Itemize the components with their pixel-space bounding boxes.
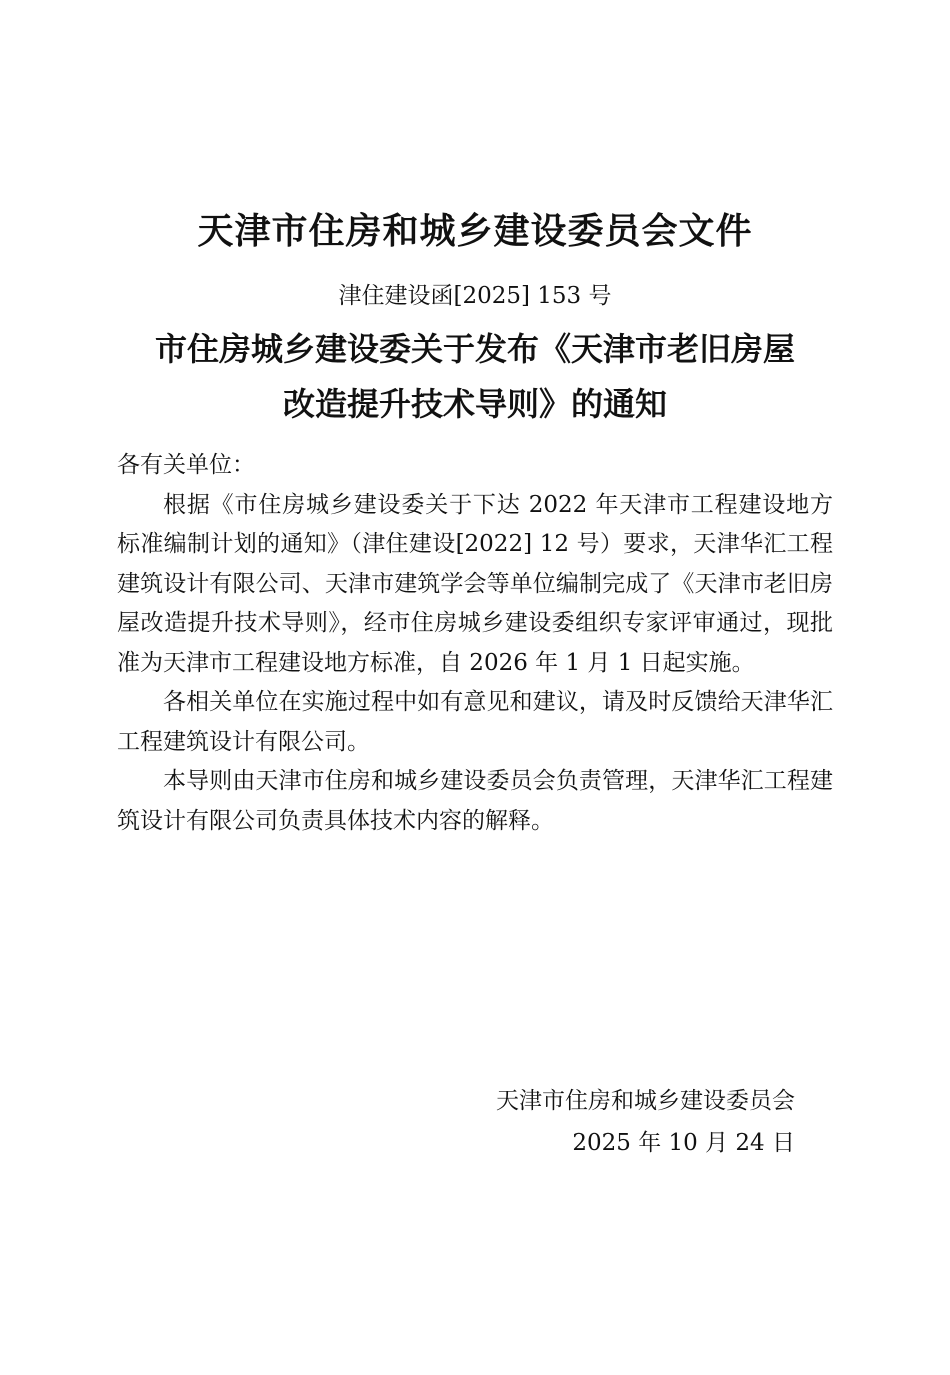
issuer-name: 天津市住房和城乡建设委员会: [496, 1088, 795, 1114]
body-paragraph-2: 各相关单位在实施过程中如有意见和建议，请及时反馈给天津华汇工程建筑设计有限公司。: [117, 689, 833, 755]
document-title: [100, 322, 850, 432]
signature-block: [496, 1080, 795, 1164]
body-paragraph-3: 本导则由天津市住房和城乡建设委员会负责管理，天津华汇工程建筑设计有限公司负责具体技术内容的解释。: [117, 768, 833, 834]
document-body: [117, 446, 833, 841]
body-paragraph-1: 根据《市住房城乡建设委关于下达 2022 年天津市工程建设地方标准编制计划的通知》（津住建设[2022] 12 号）要求，天津华汇工程建筑设计有限公司、天津市建筑学会等单位编制完成了《天津市老旧房屋改造提升技术导则》，经市住房城乡建设委组织专家评审通过，现批准为天津市工程建设地方标准，自 2026 年 1 月 1 日起实施。: [117, 491, 833, 676]
salutation: 各有关单位：: [117, 452, 255, 478]
document-number: 津住建设函[2025] 153 号: [338, 283, 612, 309]
title-line-2: 改造提升技术导则》的通知: [282, 385, 667, 423]
title-line-1: 市住房城乡建设委关于发布《天津市老旧房屋: [154, 330, 795, 368]
issue-date: 2025 年 10 月 24 日: [572, 1130, 795, 1156]
document-header: 天津市住房和城乡建设委员会文件: [197, 211, 753, 252]
